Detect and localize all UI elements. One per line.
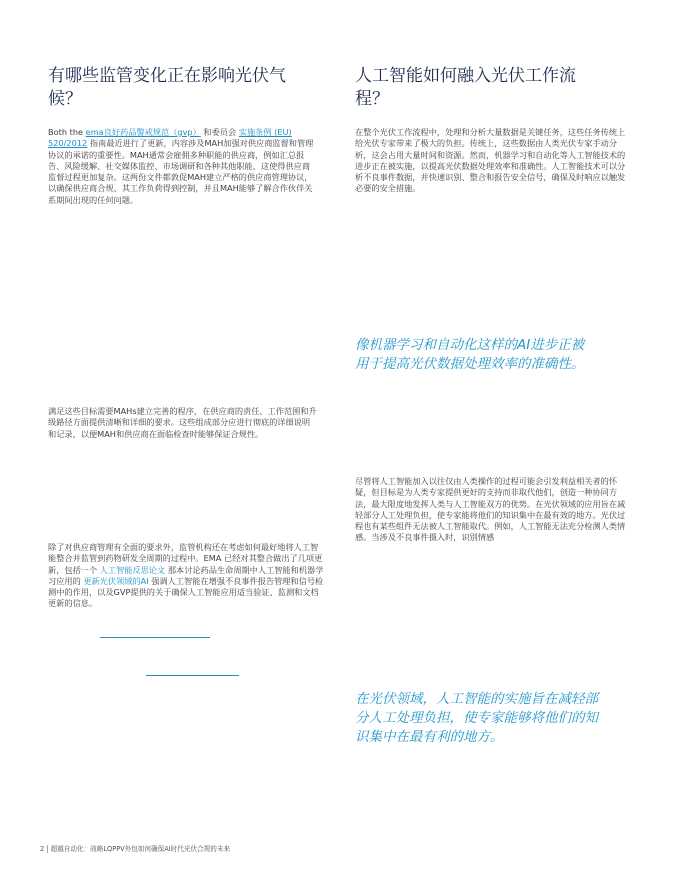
page-footer: 2 | 超越自动化：战略LQPPV外包如何确保AI时代光伏合规的未来 (40, 845, 231, 853)
left-section-heading: 有哪些监管变化正在影响光伏气候？ (48, 66, 286, 109)
implementing-regulation-link[interactable]: 实施条例 (EU) 520/2012 (48, 127, 292, 149)
right-paragraph-human-ai: 尽管将人工智能加入以往仅由人类操作的过程可能会引发利益相关者的怀疑，但目标是为人类专家提供更好的支持而非取代他们，创造一种协同方法，最大限度地发挥人类与人工智能双方的优势。在光伏领域的应用旨在减轻部分人工处理负担，使专家能将他们的知识集中在最有效的地方。光伏过程也有某些组件无法被人工智能取代。例如，人工智能无法充分检测人类情感。当涉及不良事件摄入时，识别情感 (355, 476, 626, 543)
p3-part2: 那本讨论药品生命周期中人工智能和机器学习应用的 (48, 564, 324, 586)
link-underline-2 (146, 675, 239, 676)
pull-quote-efficiency: 像机器学习和自动化这样的AI进步正被用于提高光伏数据处理效率的准确性。 (355, 337, 585, 372)
p1-prefix: Both the (48, 127, 86, 137)
p1-connector: 和委员会 (200, 127, 239, 137)
right-section-heading: 人工智能如何融入光伏工作流程？ (355, 66, 576, 109)
ai-pv-update-link[interactable]: 更新光伏领域的AI (83, 575, 149, 586)
left-paragraph-procedures: 满足这些目标需要MAHs建立完善的程序，在供应商的责任、工作范围和升级路径方面提供清晰和详细的要求。这些组成部分应进行彻底的详细说明和记录，以便MAH和供应商在面临检查时能够保证合规性。 (48, 406, 317, 439)
pull-quote-workload: 在光伏领域，人工智能的实施旨在减轻部分人工处理负担，使专家能够将他们的知识集中在最有利的地方。 (355, 691, 598, 745)
left-paragraph-regulations (48, 127, 318, 206)
p1-body: 指南最近进行了更新，内容涉及MAH加强对供应商监督和管理协议的承诺的重要性。MAH通常会雇佣多种职能的供应商，例如汇总报告、风险缓解、社交媒体监控、市场调研和各种其他职能，这使得供应商监督过程更加复杂。这两份文件都敦促MAH建立严格的供应商管理协议，以确保供应商合规、其工作负荷得到控制，并且MAH能够了解合作伙伴关系期间出现的任何问题。 (48, 138, 314, 205)
ai-reflection-paper-link[interactable]: 人工智能反思论文 (99, 564, 166, 575)
left-paragraph-ai-integration (48, 542, 324, 610)
p3-part3: 强调人工智能在增强不良事件报告管理和信号检测中的作用，以及GVP提供的关于确保人工智能应用适当验证、监测和文档更新的信息。 (48, 575, 324, 609)
link-underline-1 (100, 637, 210, 638)
ema-gvp-link[interactable]: ema良好药品警戒规范（gvp） (85, 127, 201, 137)
p3-part1: 除了对供应商管理有全面的要求外，监管机构还在考虑如何最好地将人工智能整合并监管到药物研发全周期的过程中。EMA 已经对其整合做出了几项更新，包括一个 (48, 542, 323, 575)
right-paragraph-workflow: 在整个光伏工作流程中，处理和分析大量数据是关键任务，这些任务传统上给光伏专家带来了极大的负担。传统上，这些数据由人类光伏专家手动分析，这会占用大量时间和资源。然而，机器学习和自动化等人工智能技术的进步正在被实施，以提高光伏数据处理效率和准确性。人工智能技术可以分析不良事件数据，并快速识别、整合和报告安全信号，确保及时响应以触发必要的安全措施。 (355, 127, 626, 194)
